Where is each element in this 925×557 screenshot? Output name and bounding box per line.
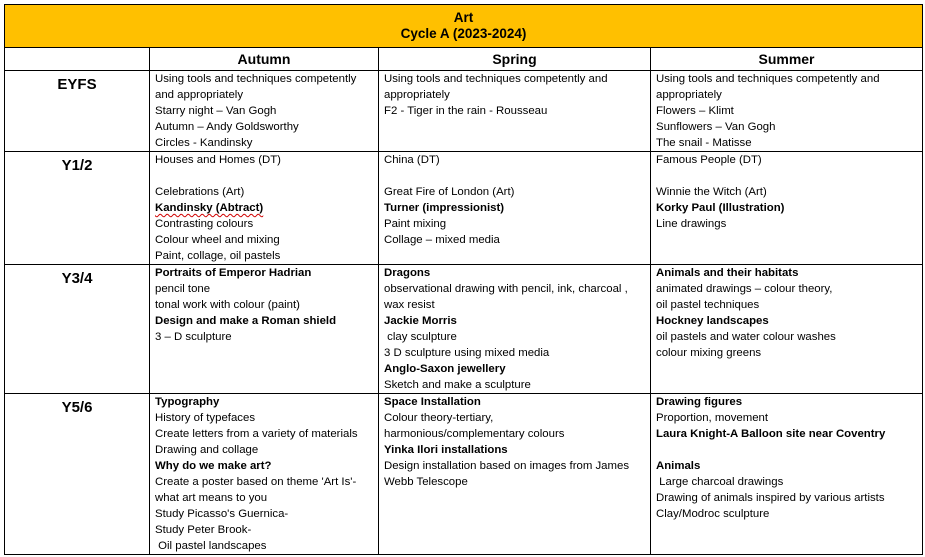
cell-line: Study Picasso's Guernica- <box>155 508 289 520</box>
cell-line: Large charcoal drawings <box>656 476 784 488</box>
cell-line: Line drawings <box>656 218 727 230</box>
cell-line: harmonious/complementary colours <box>384 428 565 440</box>
column-header-empty <box>5 48 150 71</box>
cell-y1-2-summer <box>651 152 923 265</box>
table-row <box>5 152 923 265</box>
cell-line: China (DT) <box>384 154 440 166</box>
cell-line: Sunflowers – Van Gogh <box>656 121 776 133</box>
cell-line: Portraits of Emperor Hadrian <box>155 267 312 279</box>
row-label-y5-6: Y5/6 <box>5 394 150 555</box>
title-row <box>5 5 923 48</box>
cell-line: Drawing and collage <box>155 444 259 456</box>
cell-line: oil pastels and water colour washes <box>656 331 836 343</box>
cell-line: Create letters from a variety of materials <box>155 428 358 440</box>
row-label-y1-2: Y1/2 <box>5 152 150 265</box>
title-cell <box>5 5 923 48</box>
cell-y5-6-spring <box>379 394 651 555</box>
page-title: Art <box>453 10 474 25</box>
cell-line: Celebrations (Art) <box>155 186 245 198</box>
cell-line: what art means to you <box>155 492 268 504</box>
cell-line: animated drawings – colour theory, <box>656 283 833 295</box>
column-header-row <box>5 48 923 71</box>
cell-line: Yinka Ilori installations <box>384 444 508 456</box>
cell-line: 3 D sculpture using mixed media <box>384 347 550 359</box>
cell-y1-2-spring <box>379 152 651 265</box>
cell-line: Korky Paul (Illustration) <box>656 202 785 214</box>
cell-line: Kandinsky (Abtract) <box>155 202 264 214</box>
cell-line: Famous People (DT) <box>656 154 762 166</box>
cell-line: History of typefaces <box>155 412 256 424</box>
cell-line: tonal work with colour (paint) <box>155 299 300 311</box>
table-row <box>5 265 923 394</box>
cell-line: oil pastel techniques <box>656 299 760 311</box>
cell-line: clay sculpture <box>384 331 457 343</box>
cell-line: Winnie the Witch (Art) <box>656 186 767 198</box>
cell-line: Jackie Morris <box>384 315 457 327</box>
cell-line: Drawing figures <box>656 396 743 408</box>
cell-line: 3 – D sculpture <box>155 331 232 343</box>
cell-line: Oil pastel landscapes <box>155 540 267 552</box>
cell-line: Laura Knight-A Balloon site near Coventry <box>656 428 886 440</box>
cell-line: Animals and their habitats <box>656 267 799 279</box>
cell-line: Space Installation <box>384 396 481 408</box>
row-label-eyfs: EYFS <box>5 71 150 152</box>
cell-line: Animals <box>656 460 701 472</box>
cell-line: Using tools and techniques competently <box>155 73 357 85</box>
cell-line: Circles - Kandinsky <box>155 137 253 149</box>
cell-line: and appropriately <box>155 89 244 101</box>
cell-y3-4-autumn <box>150 265 379 394</box>
cell-eyfs-autumn <box>150 71 379 152</box>
cell-line: Design installation based on images from James <box>384 460 630 472</box>
cell-y5-6-summer <box>651 394 923 555</box>
cell-eyfs-summer <box>651 71 923 152</box>
cell-line: observational drawing with pencil, ink, charcoal , <box>384 283 628 295</box>
cell-eyfs-spring <box>379 71 651 152</box>
blank-line <box>155 168 373 184</box>
cell-line: appropriately <box>656 89 722 101</box>
cell-line: Drawing of animals inspired by various artists <box>656 492 885 504</box>
cell-line: F2 - Tiger in the rain - Rousseau <box>384 105 548 117</box>
cell-y5-6-autumn <box>150 394 379 555</box>
cell-line: Sketch and make a sculpture <box>384 379 531 391</box>
blank-line <box>384 168 645 184</box>
cell-line: appropriately <box>384 89 450 101</box>
cell-line: Contrasting colours <box>155 218 254 230</box>
cell-line: Webb Telescope <box>384 476 468 488</box>
cell-line: Flowers – Klimt <box>656 105 734 117</box>
cell-line: Dragons <box>384 267 431 279</box>
art-curriculum-table <box>4 4 923 555</box>
cell-line: colour mixing greens <box>656 347 762 359</box>
cell-y1-2-autumn <box>150 152 379 265</box>
cell-line: pencil tone <box>155 283 211 295</box>
cell-y3-4-summer <box>651 265 923 394</box>
cell-line: Turner (impressionist) <box>384 202 505 214</box>
cell-line: Great Fire of London (Art) <box>384 186 515 198</box>
cell-line: Create a poster based on theme 'Art Is'- <box>155 476 357 488</box>
cell-line: Typography <box>155 396 220 408</box>
table-row <box>5 394 923 555</box>
column-header-spring: Spring <box>379 48 651 71</box>
page-subtitle: Cycle A (2023-2024) <box>400 26 527 41</box>
cell-line: Proportion, movement <box>656 412 769 424</box>
cell-line: Hockney landscapes <box>656 315 769 327</box>
row-label-y3-4: Y3/4 <box>5 265 150 394</box>
cell-line: Clay/Modroc sculpture <box>656 508 770 520</box>
cell-line: Design and make a Roman shield <box>155 315 337 327</box>
cell-line: Study Peter Brook- <box>155 524 252 536</box>
cell-line: Using tools and techniques competently and <box>656 73 880 85</box>
cell-line: Anglo-Saxon jewellery <box>384 363 506 375</box>
cell-line: Colour wheel and mixing <box>155 234 280 246</box>
cell-line: Colour theory-tertiary, <box>384 412 494 424</box>
column-header-summer: Summer <box>651 48 923 71</box>
blank-line <box>656 168 917 184</box>
cell-line: Starry night – Van Gogh <box>155 105 277 117</box>
table-row <box>5 71 923 152</box>
cell-line: Paint mixing <box>384 218 447 230</box>
blank-line <box>656 442 917 458</box>
cell-line: Paint, collage, oil pastels <box>155 250 281 262</box>
cell-line: Houses and Homes (DT) <box>155 154 281 166</box>
cell-line: wax resist <box>384 299 435 311</box>
cell-line: Autumn – Andy Goldsworthy <box>155 121 299 133</box>
cell-line: Collage – mixed media <box>384 234 500 246</box>
cell-line: The snail - Matisse <box>656 137 752 149</box>
cell-line: Why do we make art? <box>155 460 272 472</box>
cell-line: Using tools and techniques competently and <box>384 73 608 85</box>
column-header-autumn: Autumn <box>150 48 379 71</box>
cell-y3-4-spring <box>379 265 651 394</box>
